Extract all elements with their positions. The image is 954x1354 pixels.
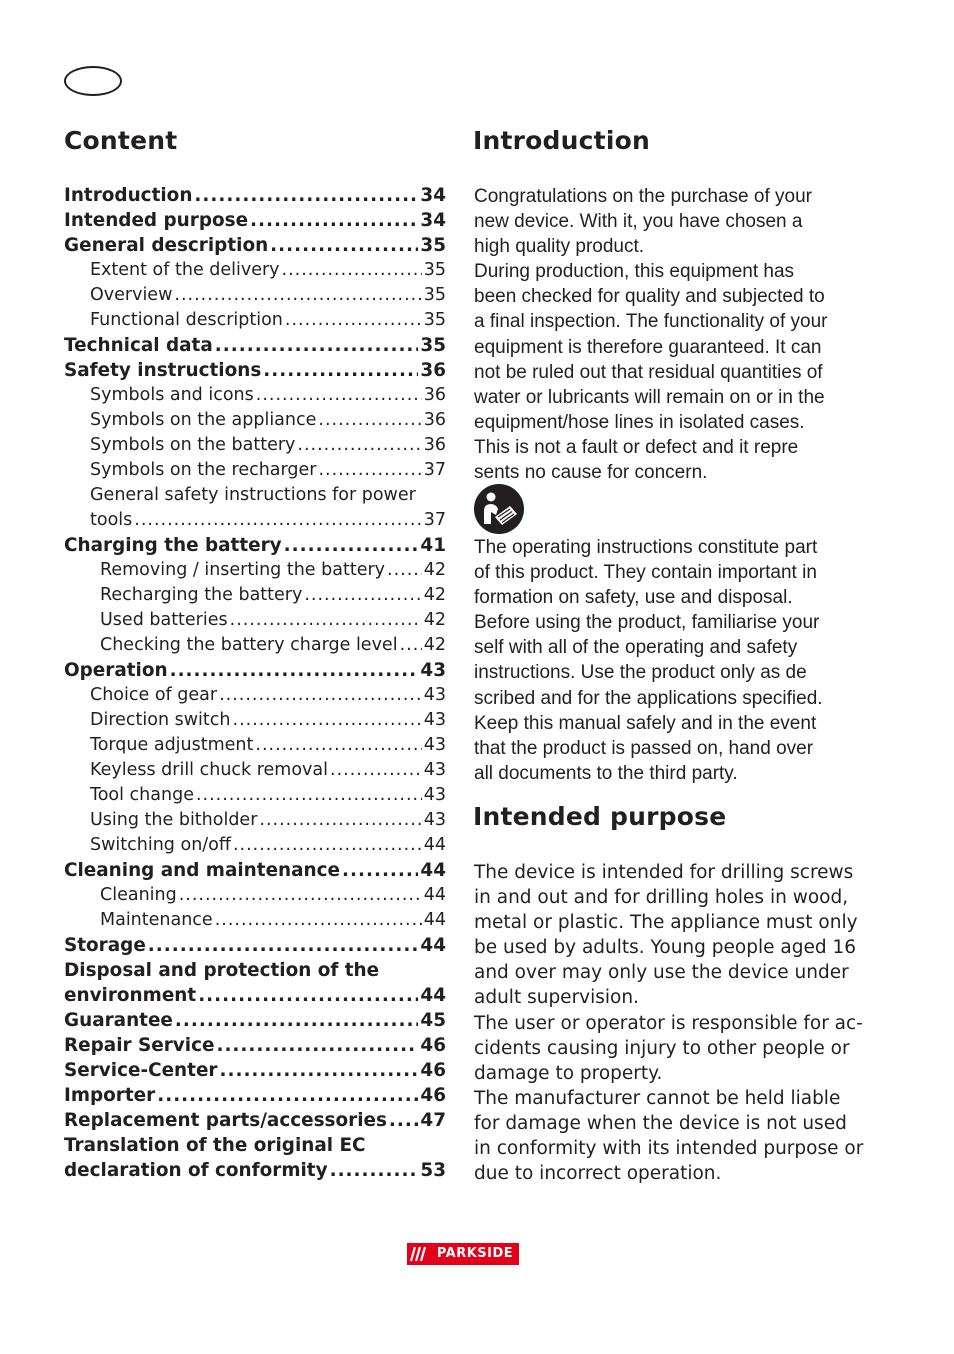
toc-entry-page: 37: [423, 460, 446, 480]
toc-entry-label: Cleaning and maintenance: [64, 860, 341, 881]
text-line: cidents causing injury to other people or: [474, 1037, 850, 1059]
toc-entry: [64, 1008, 446, 1033]
text-line: formation on safety, use and disposal.: [474, 587, 793, 609]
text-line: damage to property.: [474, 1062, 663, 1084]
toc-dot-leader: [157, 1083, 418, 1108]
toc-entry-label: Functional description: [90, 310, 283, 330]
toc-entry-page: 43: [423, 710, 446, 730]
toc-dot-leader: [263, 358, 418, 383]
toc-dot-leader: [148, 933, 419, 958]
toc-entry: [64, 833, 446, 858]
toc-entry-page: 35: [420, 235, 446, 256]
toc-entry: [64, 983, 446, 1008]
toc-entry-label: Direction switch: [90, 710, 231, 730]
toc-entry-label: Keyless drill chuck removal: [90, 760, 329, 780]
toc-entry-label: Removing / inserting the battery: [100, 560, 386, 580]
toc-dot-leader: [282, 258, 422, 283]
toc-entry: [64, 233, 446, 258]
text-line: water or lubricants will remain on or in the: [474, 386, 825, 408]
toc-entry: [64, 708, 446, 733]
toc-entry: [64, 733, 446, 758]
toc-entry-label: Storage: [64, 935, 146, 956]
toc-dot-leader: [318, 408, 421, 433]
toc-entry-page: 44: [423, 885, 446, 905]
toc-entry-label: Guarantee: [64, 1010, 173, 1031]
text-line: a final inspection. The functionality of your: [474, 311, 828, 333]
toc-entry: [64, 933, 446, 958]
text-line: all documents to the third party.: [474, 762, 738, 784]
toc-entry-label: environment: [64, 985, 197, 1006]
text-line: instructions. Use the product only as de: [474, 662, 807, 684]
toc-entry-label: Tool change: [90, 785, 194, 805]
toc-entry-page: 36: [420, 360, 446, 381]
text-line: in and out and for drilling holes in wood,: [474, 887, 849, 909]
toc-entry-label: Symbols and icons: [90, 385, 254, 405]
toc-entry-label: Introduction: [64, 185, 193, 206]
toc-entry-label: declaration of conformity: [64, 1160, 328, 1181]
toc-dot-leader: [134, 508, 421, 533]
toc-entry: [64, 808, 446, 833]
toc-entry-page: 53: [420, 1160, 446, 1181]
toc-entry-label: General description: [64, 235, 269, 256]
toc-entry-label: Safety instructions: [64, 360, 262, 381]
toc-entry-label: Symbols on the appliance: [90, 410, 317, 430]
toc-entry-label: Torque adjustment: [90, 735, 254, 755]
text-line: not be ruled out that residual quantities of: [474, 361, 823, 383]
toc-entry-page: 34: [420, 210, 446, 231]
toc-entry: [64, 358, 446, 383]
text-line: The user or operator is responsible for ac-: [474, 1012, 863, 1034]
toc-entry: [64, 183, 446, 208]
toc-dot-leader: [270, 233, 418, 258]
toc-entry: [64, 458, 446, 483]
toc-entry-page: 36: [423, 435, 446, 455]
toc-entry-page: 43: [423, 785, 446, 805]
toc-dot-leader: [219, 683, 422, 708]
text-line: Keep this manual safely and in the event: [474, 712, 817, 734]
toc-entry-page: 42: [423, 610, 446, 630]
toc-entry-label: Extent of the delivery: [90, 260, 280, 280]
toc-dot-leader: [196, 783, 422, 808]
toc-dot-leader: [194, 183, 418, 208]
language-indicator-oval: [64, 66, 122, 96]
toc-entry-page: 35: [423, 260, 446, 280]
toc-entry: [64, 658, 446, 683]
toc-entry-label: Recharging the battery: [100, 585, 303, 605]
toc-dot-leader: [219, 1058, 418, 1083]
toc-dot-leader: [342, 858, 418, 883]
toc-entry-label: Intended purpose: [64, 210, 249, 231]
toc-entry-label: Maintenance: [100, 910, 213, 930]
text-line: of this product. They contain important in: [474, 562, 817, 584]
toc-entry: [64, 883, 446, 908]
toc-entry: [64, 758, 446, 783]
toc-dot-leader: [304, 583, 421, 608]
toc-entry-page: 46: [420, 1060, 446, 1081]
toc-entry: [64, 308, 446, 333]
toc-entry: [64, 258, 446, 283]
text-line: equipment/hose lines in isolated cases.: [474, 411, 805, 433]
introduction-heading: Introduction: [473, 126, 650, 155]
toc-entry-label: Disposal and protection of the: [64, 960, 380, 981]
text-line: Congratulations on the purchase of your: [474, 186, 812, 207]
toc-entry: [64, 533, 446, 558]
toc-entry-label: Symbols on the recharger: [90, 460, 317, 480]
toc-entry-page: 43: [423, 735, 446, 755]
toc-entry: [64, 1158, 446, 1183]
text-line: high quality product.: [474, 236, 645, 258]
toc-entry: [64, 1133, 446, 1158]
toc-entry: [64, 783, 446, 808]
toc-entry: [64, 683, 446, 708]
toc-entry: [64, 583, 446, 608]
toc-entry: [64, 433, 446, 458]
toc-entry: [64, 608, 446, 633]
toc-entry-page: 42: [423, 585, 446, 605]
text-line: self with all of the operating and safety: [474, 637, 798, 659]
toc-dot-leader: [215, 333, 419, 358]
toc-entry-label: Overview: [90, 285, 173, 305]
toc-entry-page: 42: [423, 560, 446, 580]
toc-entry-page: 43: [423, 760, 446, 780]
toc-dot-leader: [318, 458, 421, 483]
toc-entry-page: 41: [420, 535, 446, 556]
toc-dot-leader: [230, 608, 422, 633]
toc-entry: [64, 1083, 446, 1108]
toc-entry-label: Choice of gear: [90, 685, 218, 705]
text-line: Before using the product, familiarise your: [474, 612, 820, 634]
toc-entry-page: 44: [420, 935, 446, 956]
toc-entry-label: Charging the battery: [64, 535, 282, 556]
toc-entry-page: 44: [420, 985, 446, 1006]
toc-dot-leader: [215, 908, 422, 933]
toc-entry-label: Checking the battery charge level: [100, 635, 398, 655]
toc-entry-label: Used batteries: [100, 610, 228, 630]
text-line: During production, this equipment has: [474, 261, 795, 283]
toc-dot-leader: [175, 1008, 418, 1033]
toc-entry-label: Technical data: [64, 335, 213, 356]
toc-entry: [64, 408, 446, 433]
text-line: that the product is passed on, hand over: [474, 737, 814, 759]
toc-entry-page: 35: [423, 285, 446, 305]
content-heading: Content: [64, 126, 178, 155]
toc-entry-label: Symbols on the battery: [90, 435, 296, 455]
toc-entry-page: 46: [420, 1035, 446, 1056]
text-line: due to incorrect operation.: [474, 1163, 722, 1185]
toc-entry-label: Repair Service: [64, 1035, 215, 1056]
text-line: scribed and for the applications specified.: [474, 687, 823, 709]
toc-entry-page: 37: [423, 510, 446, 530]
toc-entry-label: Using the bitholder: [90, 810, 258, 830]
toc-dot-leader: [297, 433, 421, 458]
toc-entry-page: 36: [423, 410, 446, 430]
text-line: equipment is therefore guaranteed. It can: [474, 336, 822, 358]
toc-entry-page: 46: [420, 1085, 446, 1106]
toc-dot-leader: [330, 1158, 419, 1183]
toc-entry-label: Switching on/off: [90, 835, 231, 855]
toc-entry: [64, 283, 446, 308]
toc-entry-page: 45: [420, 1010, 446, 1031]
toc-entry: [64, 1108, 446, 1133]
toc-entry: [64, 383, 446, 408]
text-line: The manufacturer cannot be held liable: [474, 1087, 841, 1109]
text-line: for damage when the device is not used: [474, 1112, 847, 1134]
toc-dot-leader: [285, 308, 422, 333]
table-of-contents: [64, 183, 446, 1183]
toc-entry: [64, 208, 446, 233]
toc-entry: [64, 333, 446, 358]
toc-dot-leader: [389, 1108, 418, 1133]
text-line: new device. With it, you have chosen a: [474, 211, 803, 233]
toc-entry-page: 35: [420, 335, 446, 356]
text-line: metal or plastic. The appliance must only: [474, 912, 858, 934]
toc-entry-label: Cleaning: [100, 885, 177, 905]
toc-dot-leader: [284, 533, 419, 558]
text-line: in conformity with its intended purpose or: [474, 1138, 864, 1160]
toc-entry-label: Service-Center: [64, 1060, 218, 1081]
toc-dot-leader: [400, 633, 422, 658]
toc-entry: [64, 508, 446, 533]
introduction-paragraph-2: [474, 535, 864, 786]
text-line: been checked for quality and subjected to: [474, 286, 825, 308]
toc-entry: [64, 633, 446, 658]
toc-dot-leader: [256, 383, 422, 408]
toc-entry: [64, 908, 446, 933]
toc-entry: [64, 1058, 446, 1083]
text-line: sents no cause for concern.: [474, 462, 708, 484]
toc-dot-leader: [330, 758, 422, 783]
toc-entry: [64, 858, 446, 883]
toc-entry: [64, 558, 446, 583]
parkside-logo: [407, 1243, 519, 1265]
intended-purpose-heading: Intended purpose: [473, 802, 727, 831]
introduction-paragraph-1: [474, 184, 864, 485]
toc-entry: [64, 483, 446, 508]
toc-entry-page: 43: [423, 685, 446, 705]
toc-dot-leader: [387, 558, 422, 583]
toc-dot-leader: [216, 1033, 418, 1058]
text-line: adult supervision.: [474, 987, 639, 1009]
toc-dot-leader: [198, 983, 418, 1008]
toc-entry-page: 43: [420, 660, 446, 681]
toc-dot-leader: [255, 733, 421, 758]
toc-entry: [64, 1033, 446, 1058]
toc-entry-page: 44: [423, 835, 446, 855]
toc-entry-page: 44: [420, 860, 446, 881]
toc-entry-page: 47: [420, 1110, 446, 1131]
brand-name: PARKSIDE: [431, 1243, 519, 1265]
toc-dot-leader: [179, 883, 422, 908]
toc-dot-leader: [174, 283, 421, 308]
toc-entry-page: 34: [420, 185, 446, 206]
toc-dot-leader: [259, 808, 421, 833]
toc-entry-page: 36: [423, 385, 446, 405]
toc-dot-leader: [170, 658, 419, 683]
toc-entry-label: General safety instructions for power: [90, 485, 416, 505]
toc-entry-page: 35: [423, 310, 446, 330]
toc-dot-leader: [233, 708, 422, 733]
text-line: The operating instructions constitute part: [474, 537, 818, 558]
toc-entry-label: Replacement parts/accessories: [64, 1110, 387, 1131]
toc-entry-label: Importer: [64, 1085, 156, 1106]
toc-dot-leader: [250, 208, 418, 233]
toc-dot-leader: [233, 833, 422, 858]
read-manual-icon: [474, 484, 524, 534]
toc-entry-label: tools: [90, 510, 133, 530]
text-line: The device is intended for drilling screws: [474, 862, 854, 883]
toc-entry-page: 42: [423, 635, 446, 655]
toc-entry-page: 44: [423, 910, 446, 930]
toc-entry-label: Translation of the original EC: [64, 1135, 366, 1156]
logo-stripes-icon: [407, 1243, 431, 1265]
toc-entry: [64, 958, 446, 983]
text-line: This is not a fault or defect and it repre: [474, 436, 799, 458]
intended-purpose-text: [474, 860, 864, 1186]
toc-entry-page: 43: [423, 810, 446, 830]
text-line: and over may only use the device under: [474, 962, 849, 984]
text-line: be used by adults. Young people aged 16: [474, 937, 856, 959]
toc-entry-label: Operation: [64, 660, 168, 681]
